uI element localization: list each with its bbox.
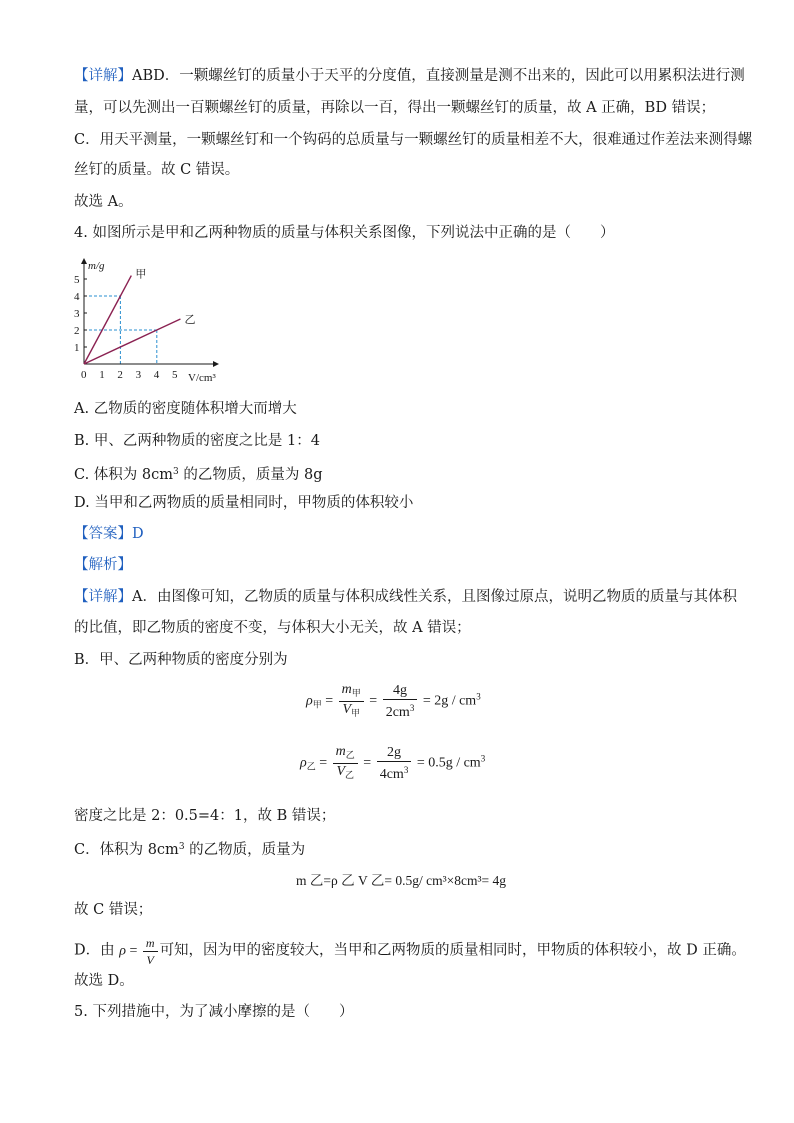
analysis-d-line: D．由 ρ = $\frac{m}{V}$ 可知，因为甲的密度较大，当甲和乙两物质的质量相同时，甲物质的体积较小，故 D 正确。 (74, 936, 746, 967)
mass-volume-chart (72, 253, 232, 388)
x-tick-label: 1 (99, 369, 105, 381)
answer-label: 【答案】D (74, 526, 144, 542)
rho-symbol: ρ (306, 693, 313, 709)
y-axis-label: m/g (88, 260, 105, 272)
detail-line-4: 丝钉的质量。故 C 错误。 (74, 162, 240, 178)
c-wrong: 故 C 错误； (74, 902, 153, 918)
select-d: 故选 D。 (74, 973, 134, 989)
y-tick-label: 5 (74, 274, 80, 286)
option-a: A. 乙物质的密度随体积增大而增大 (74, 401, 297, 417)
series-label-1: 甲 (135, 268, 147, 281)
analysis-tag: 【详解】 (74, 589, 132, 605)
y-tick-label: 1 (74, 342, 80, 354)
x-tick-label: 2 (117, 369, 123, 381)
question-5: 5. 下列措施中，为了减小摩擦的是（ ） (74, 1004, 354, 1020)
analysis-label: 【解析】 (74, 557, 132, 573)
analysis-text: A．由图像可知，乙物质的质量与体积成线性关系，且图像过原点，说明乙物质的质量与其体积 (132, 589, 737, 605)
density-ratio: 密度之比是 2：0.5=4：1，故 B 错误； (74, 808, 336, 824)
equation-density-yi: $\rho_乙$ = $\frac{m_乙}{V_乙}$ = $\frac{2g}{4cm^3}$ = $0.5g / cm^3$ (300, 744, 486, 782)
x-tick-label: 0 (81, 369, 87, 381)
sub-yi: 乙 (306, 761, 316, 772)
detail-text: ABD．一颗螺丝钉的质量小于天平的分度值，直接测量是测不出来的，因此可以用累积法进行测 (132, 68, 745, 84)
result-jia: = 2g / cm (422, 693, 477, 709)
chart-guides (84, 296, 157, 364)
formula-rho-m-v: ρ = $\frac{m}{V}$ (119, 935, 159, 968)
y-tick-label: 3 (74, 308, 80, 320)
frac-values-yi: $\frac{2g}{4cm^3}$ (377, 745, 412, 783)
chart-series (84, 268, 195, 364)
analysis-line-1 (74, 587, 737, 607)
series-label-2: 乙 (184, 313, 196, 326)
question-4: 4. 如图所示是甲和乙两种物质的质量与体积关系图像，下列说法中正确的是（ ） (74, 225, 615, 241)
frac-m-v-yi: $\frac{m_乙}{V_乙}$ (333, 744, 358, 783)
frac-values-jia: $\frac{4g}{2cm^3}$ (383, 683, 418, 721)
option-b: B. 甲、乙两种物质的密度之比是 1：4 (74, 433, 320, 449)
frac-m-v-jia: $\frac{m_甲}{V_甲}$ (339, 682, 364, 721)
series-line-1 (84, 276, 131, 364)
analysis-line-2: 的比值，即乙物质的密度不变，与体积大小无关，故 A 错误； (74, 620, 471, 636)
detail-tag: 【详解】 (74, 68, 132, 84)
rho-symbol: ρ (300, 755, 307, 771)
y-tick-label: 4 (74, 291, 80, 303)
option-c-sup: 3 (173, 467, 179, 477)
equation-density-jia: $\rho_甲$ = $\frac{m_甲}{V_甲}$ = $\frac{4g}{2cm^3}$ = $2g / cm^3$ (306, 682, 481, 720)
x-tick-label: 4 (153, 369, 160, 381)
option-c-pre: C. 体积为 8cm (74, 467, 174, 483)
y-tick-label: 2 (74, 325, 80, 337)
x-tick-label: 5 (172, 369, 178, 381)
detail-line-3: C．用天平测量，一颗螺丝钉和一个钩码的总质量与一颗螺丝钉的质量相差不大，很难通过作差法来测得螺 (74, 132, 753, 148)
result-yi: = 0.5g / cm (416, 755, 481, 771)
detail-line-2: 量，可以先测出一百颗螺丝钉的质量，再除以一百，得出一颗螺丝钉的质量，故 A 正确，BD 错误； (74, 100, 716, 116)
analysis-b-line: B．甲、乙两种物质的密度分别为 (74, 652, 288, 668)
option-c (74, 462, 322, 485)
equation-mass-yi: m 乙=ρ 乙 V 乙= 0.5g/ cm³×8cm³= 4g (296, 873, 507, 888)
option-d: D. 当甲和乙两物质的质量相同时，甲物质的体积较小 (74, 495, 414, 511)
x-axis-label: V/cm³ (188, 372, 216, 384)
select-a: 故选 A。 (74, 194, 133, 210)
x-tick-label: 3 (135, 369, 142, 381)
option-c-post: 的乙物质，质量为 8g (178, 467, 323, 483)
detail-line-1 (74, 66, 745, 86)
sub-jia: 甲 (312, 699, 322, 710)
analysis-c-line: C．体积为 $8cm^3$ 的乙物质，质量为 (74, 842, 306, 858)
series-line-2 (84, 319, 180, 364)
